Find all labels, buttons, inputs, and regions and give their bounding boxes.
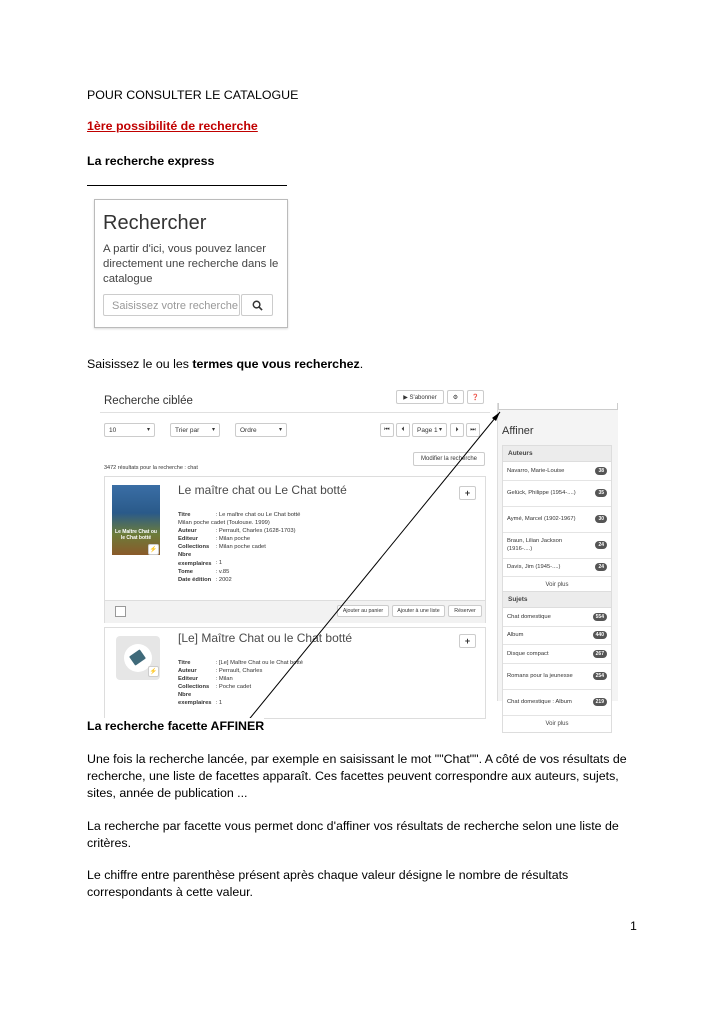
field-value: 2002: [218, 576, 232, 583]
help-icon: ❓: [471, 394, 480, 401]
add-to-list-button[interactable]: Ajouter à une liste: [392, 605, 445, 617]
field-separator: :: [214, 512, 219, 518]
facet-count-badge: 219: [593, 698, 607, 706]
field-label: Nbre exemplaires: [178, 692, 212, 707]
paragraph-2: La recherche par facette vous permet donc d'affiner vos résultats de recherche selon une liste de critères.: [87, 819, 619, 850]
field-label: Collections: [178, 684, 210, 691]
facet-header: Auteurs: [503, 446, 611, 462]
facet-item-label: Album: [507, 632, 524, 639]
field-value: Milan poche: [218, 536, 251, 543]
see-more-link[interactable]: Voir plus: [545, 720, 569, 727]
field-label: Collections: [178, 544, 210, 551]
per-page-select[interactable]: 10 ▾: [104, 423, 155, 437]
field-label: Editeur: [178, 536, 198, 543]
field-value: v.85: [218, 568, 230, 575]
field-label: Auteur: [178, 668, 197, 675]
record-title[interactable]: Le maître chat ou Le Chat botté: [178, 483, 347, 497]
facet-item-label: Chat domestique : Album: [507, 699, 572, 705]
search-widget-description: A partir d'ici, vous pouvez lancer directement une recherche dans le catalogue: [103, 243, 279, 285]
field-separator: :: [214, 576, 219, 583]
paragraph-1: Une fois la recherche lancée, par exemple en saisissant le mot ""Chat"". A côté de vos résultats de recherche, une liste de facettes apparaît. Ces facettes peuvent correspondre aux auteurs, sujets, sites, année de publication ...: [87, 752, 627, 800]
facet-count-badge: 24: [595, 563, 607, 571]
facet-item-label: Braun, Lilian Jackson (1916-....): [507, 538, 563, 552]
field-separator: :: [214, 568, 219, 575]
field-separator: :: [214, 668, 219, 675]
search-input[interactable]: Saisissez votre recherche: [103, 294, 240, 316]
field-label: Editeur: [178, 676, 198, 683]
document-heading: POUR CONSULTER LE CATALOGUE: [87, 88, 299, 102]
facet-count-badge: 254: [593, 672, 607, 680]
page-select[interactable]: Page 1 ▾: [412, 423, 447, 437]
field-label: Date édition: [178, 576, 212, 583]
order-select[interactable]: Ordre ▾: [235, 423, 287, 437]
subscribe-button[interactable]: ▶ S'abonner: [396, 390, 444, 404]
bolt-icon: ⚡: [149, 669, 158, 675]
field-value: [Le] Maître Chat ou le Chat botté: [218, 660, 303, 666]
facet-count-badge: 24: [595, 541, 607, 549]
field-separator: :: [214, 700, 219, 707]
field-label: Auteur: [178, 528, 197, 535]
field-value: 1: [218, 560, 223, 567]
facet-count-badge: 38: [595, 467, 607, 475]
modify-search-button[interactable]: Modifier la recherche: [413, 452, 485, 466]
field-value: Poche cadet: [218, 684, 252, 691]
field-value: Le maître chat ou Le Chat botté: [218, 512, 301, 518]
facet-item-label: Disque compact: [507, 650, 549, 657]
next-page-button[interactable]: ⏵: [450, 423, 464, 437]
field-separator: :: [214, 528, 219, 535]
search-widget-title: Rechercher: [103, 212, 207, 234]
plus-icon: +: [464, 488, 471, 498]
field-label: Titre: [178, 660, 191, 666]
facet-item-label: Navarro, Marie-Louise: [507, 467, 565, 474]
field-label: Titre: [178, 512, 191, 518]
page-number: 1: [630, 919, 637, 933]
facet-count-badge: 554: [593, 613, 607, 621]
facet-count-badge: 440: [593, 631, 607, 639]
field-separator: :: [214, 684, 219, 691]
field-label: Tome: [178, 568, 194, 575]
facet-item-label: Aymé, Marcel (1902-1967): [507, 516, 576, 522]
express-heading: La recherche express: [87, 154, 215, 168]
results-count: 3472 résultats pour la recherche : chat: [104, 465, 198, 471]
field-value: Milan: [218, 676, 233, 683]
facet-item-label: Chat domestique: [507, 613, 551, 620]
field-separator: :: [214, 676, 219, 683]
field-value: Milan poche cadet: [218, 544, 266, 551]
facet-header: Sujets: [503, 592, 611, 608]
field-separator: :: [214, 544, 219, 551]
sort-select[interactable]: Trier par ▾: [170, 423, 220, 437]
last-page-button[interactable]: ⏭: [466, 423, 480, 437]
first-page-button[interactable]: ⏮: [380, 423, 394, 437]
gear-icon: ⚙: [452, 394, 459, 401]
field-label: Nbre exemplaires: [178, 552, 212, 567]
prev-page-button[interactable]: ⏴: [396, 423, 410, 437]
field-value: Perrault, Charles (1628-1703): [218, 528, 296, 535]
field-separator: :: [214, 560, 219, 567]
facet-count-badge: 35: [595, 489, 607, 497]
facet-item-label: Gelück, Philippe (1954-....): [507, 490, 576, 496]
facet-count-badge: 267: [593, 650, 607, 658]
facet-item-label: Romans pour la jeunesse: [507, 673, 573, 679]
affiner-title: Affiner: [502, 425, 534, 437]
results-title: Recherche ciblée: [104, 395, 193, 407]
reserve-button[interactable]: Réserver: [448, 605, 482, 617]
facet-heading: La recherche facette AFFINER: [87, 719, 265, 733]
field-value: Perrault, Charles: [218, 668, 263, 675]
plus-icon: +: [464, 636, 471, 646]
bolt-icon: ⚡: [149, 547, 158, 553]
add-to-cart-button[interactable]: Ajouter au panier: [337, 605, 389, 617]
facet-item-label: Davis, Jim (1945-....): [507, 564, 561, 571]
see-more-link[interactable]: Voir plus: [545, 582, 569, 588]
field-value: 1: [218, 700, 223, 707]
facet-count-badge: 30: [595, 515, 607, 523]
field-value: Milan poche cadet (Toulouse. 1999): [178, 520, 270, 527]
possibility-heading: 1ère possibilité de recherche: [87, 119, 258, 133]
field-separator: :: [214, 536, 219, 543]
book-cover-text: Le Maître Chat ou le Chat botté: [115, 529, 157, 541]
field-separator: :: [214, 660, 219, 666]
record-title[interactable]: [Le] Maître Chat ou le Chat botté: [178, 631, 353, 645]
instruction: Saisissez le ou les termes que vous recherchez.: [87, 357, 364, 371]
paragraph-3: Le chiffre entre parenthèse présent après chaque valeur désigne le nombre de résultats correspondants à cette valeur.: [87, 868, 569, 899]
